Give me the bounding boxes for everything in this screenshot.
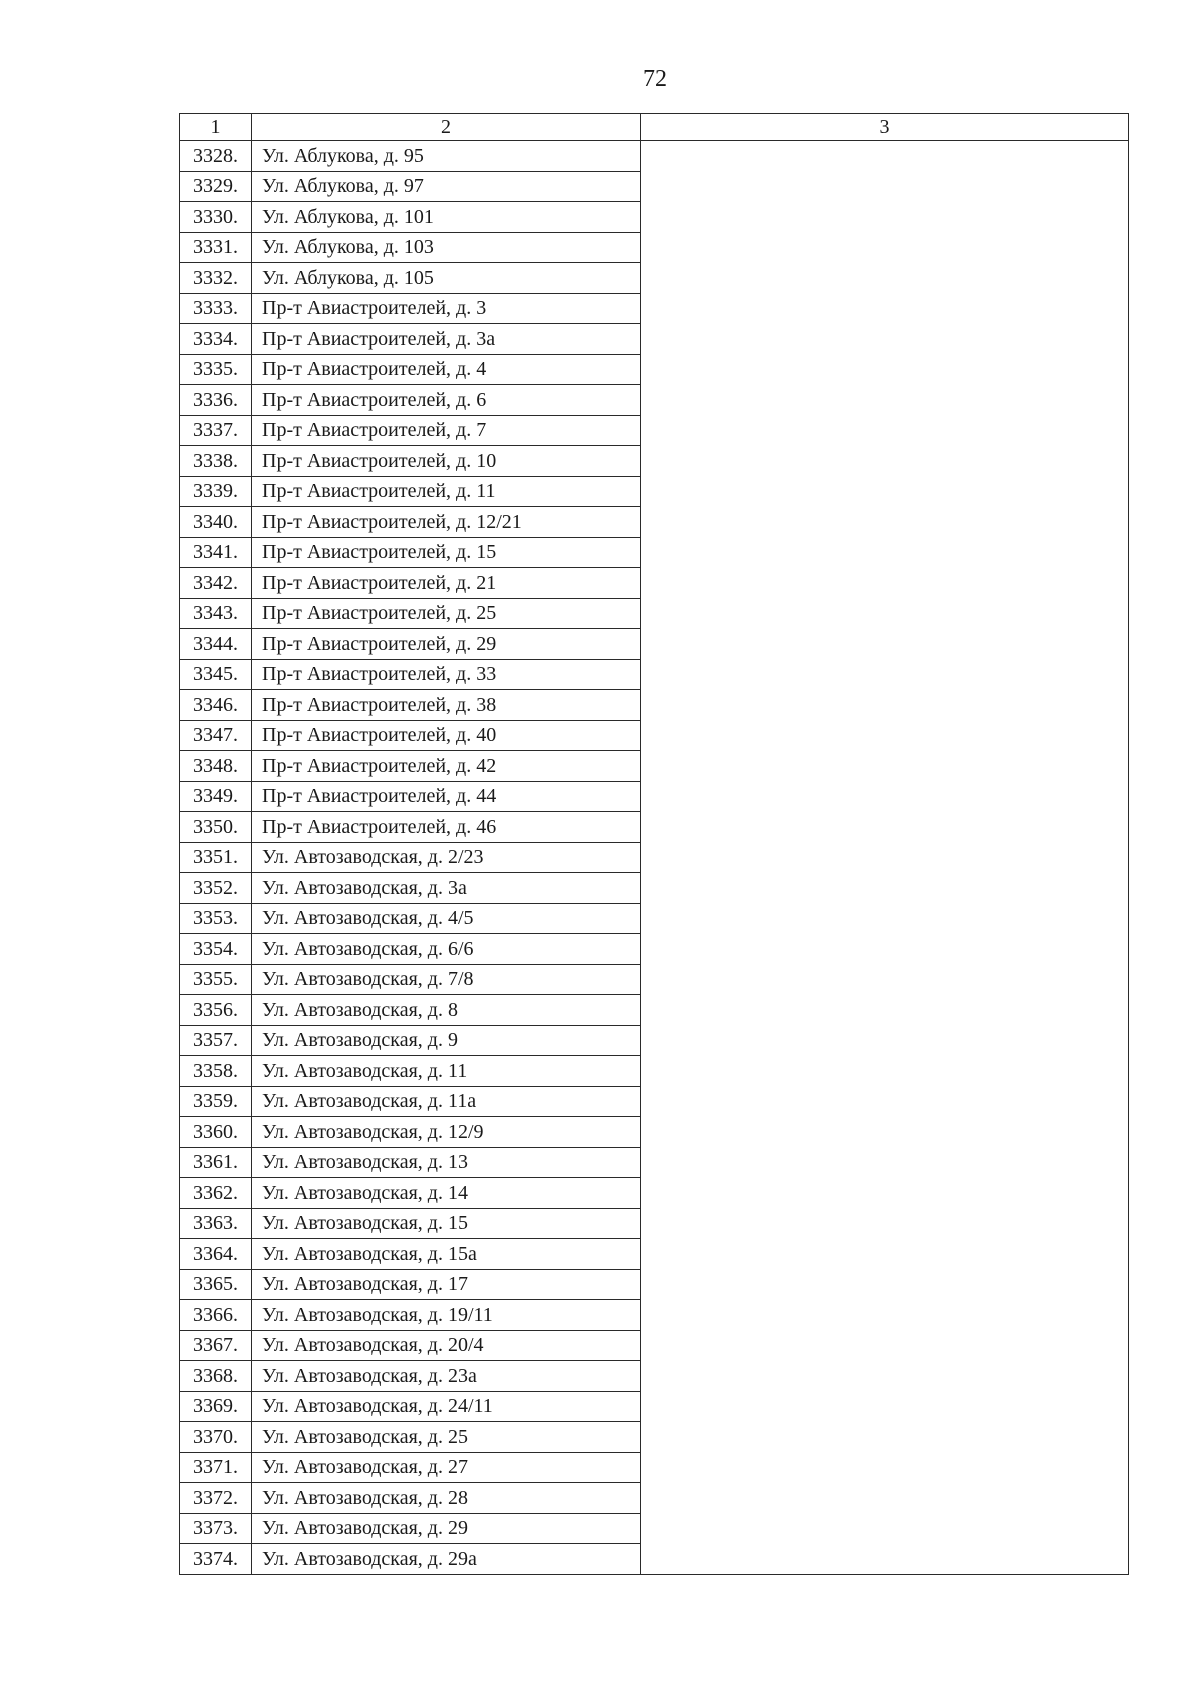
row-number: 3335. (180, 354, 252, 385)
row-address: Ул. Аблукова, д. 105 (252, 263, 641, 294)
row-number: 3336. (180, 385, 252, 416)
row-address: Пр-т Авиастроителей, д. 3а (252, 324, 641, 355)
row-number: 3362. (180, 1178, 252, 1209)
row-number: 3370. (180, 1422, 252, 1453)
row-address: Пр-т Авиастроителей, д. 38 (252, 690, 641, 721)
row-address: Ул. Автозаводская, д. 15а (252, 1239, 641, 1270)
row-number: 3353. (180, 903, 252, 934)
header-col-2: 2 (252, 114, 641, 141)
row-number: 3374. (180, 1544, 252, 1575)
row-number: 3368. (180, 1361, 252, 1392)
row-address: Ул. Автозаводская, д. 9 (252, 1025, 641, 1056)
row-number: 3349. (180, 781, 252, 812)
row-address: Пр-т Авиастроителей, д. 11 (252, 476, 641, 507)
row-address: Пр-т Авиастроителей, д. 4 (252, 354, 641, 385)
row-address: Пр-т Авиастроителей, д. 10 (252, 446, 641, 477)
row-number: 3350. (180, 812, 252, 843)
row-address: Ул. Автозаводская, д. 3а (252, 873, 641, 904)
row-address: Ул. Автозаводская, д. 2/23 (252, 842, 641, 873)
row-number: 3332. (180, 263, 252, 294)
row-number: 3358. (180, 1056, 252, 1087)
row-number: 3343. (180, 598, 252, 629)
row-number: 3341. (180, 537, 252, 568)
row-number: 3331. (180, 232, 252, 263)
row-address: Пр-т Авиастроителей, д. 7 (252, 415, 641, 446)
row-address: Пр-т Авиастроителей, д. 3 (252, 293, 641, 324)
row-number: 3339. (180, 476, 252, 507)
row-number: 3365. (180, 1269, 252, 1300)
row-address: Ул. Автозаводская, д. 7/8 (252, 964, 641, 995)
row-address: Пр-т Авиастроителей, д. 44 (252, 781, 641, 812)
row-number: 3344. (180, 629, 252, 660)
row-number: 3348. (180, 751, 252, 782)
row-number: 3373. (180, 1513, 252, 1544)
row-number: 3342. (180, 568, 252, 599)
row-number: 3363. (180, 1208, 252, 1239)
row-number: 3357. (180, 1025, 252, 1056)
page-number: 72 (643, 66, 667, 92)
row-address: Ул. Автозаводская, д. 14 (252, 1178, 641, 1209)
row-address: Ул. Автозаводская, д. 24/11 (252, 1391, 641, 1422)
row-address: Ул. Автозаводская, д. 15 (252, 1208, 641, 1239)
row-address: Пр-т Авиастроителей, д. 42 (252, 751, 641, 782)
row-address: Пр-т Авиастроителей, д. 25 (252, 598, 641, 629)
header-col-3: 3 (641, 114, 1129, 141)
row-address: Пр-т Авиастроителей, д. 33 (252, 659, 641, 690)
row-address: Ул. Автозаводская, д. 6/6 (252, 934, 641, 965)
row-address: Ул. Автозаводская, д. 25 (252, 1422, 641, 1453)
row-address: Пр-т Авиастроителей, д. 12/21 (252, 507, 641, 538)
row-address: Ул. Автозаводская, д. 4/5 (252, 903, 641, 934)
row-number: 3369. (180, 1391, 252, 1422)
row-address: Ул. Автозаводская, д. 12/9 (252, 1117, 641, 1148)
row-address: Пр-т Авиастроителей, д. 29 (252, 629, 641, 660)
row-address: Пр-т Авиастроителей, д. 15 (252, 537, 641, 568)
row-address: Ул. Автозаводская, д. 8 (252, 995, 641, 1026)
row-address: Ул. Автозаводская, д. 23а (252, 1361, 641, 1392)
row-address: Ул. Аблукова, д. 101 (252, 202, 641, 233)
row-number: 3371. (180, 1452, 252, 1483)
row-number: 3334. (180, 324, 252, 355)
row-address: Пр-т Авиастроителей, д. 21 (252, 568, 641, 599)
row-number: 3361. (180, 1147, 252, 1178)
row-number: 3354. (180, 934, 252, 965)
row-number: 3367. (180, 1330, 252, 1361)
row-address: Ул. Автозаводская, д. 13 (252, 1147, 641, 1178)
row-number: 3328. (180, 141, 252, 172)
row-address: Ул. Автозаводская, д. 29 (252, 1513, 641, 1544)
row-number: 3338. (180, 446, 252, 477)
row-address: Ул. Автозаводская, д. 20/4 (252, 1330, 641, 1361)
row-address: Пр-т Авиастроителей, д. 6 (252, 385, 641, 416)
row-number: 3345. (180, 659, 252, 690)
row-number: 3333. (180, 293, 252, 324)
table-row (180, 141, 1129, 172)
row-number: 3340. (180, 507, 252, 538)
row-address: Ул. Аблукова, д. 97 (252, 171, 641, 202)
row-number: 3356. (180, 995, 252, 1026)
row-number: 3372. (180, 1483, 252, 1514)
row-number: 3351. (180, 842, 252, 873)
row-address: Пр-т Авиастроителей, д. 40 (252, 720, 641, 751)
row-number: 3355. (180, 964, 252, 995)
row-address: Ул. Автозаводская, д. 29а (252, 1544, 641, 1575)
row-address: Ул. Автозаводская, д. 27 (252, 1452, 641, 1483)
table-body (180, 141, 1129, 1575)
row-number: 3337. (180, 415, 252, 446)
row-number: 3366. (180, 1300, 252, 1331)
header-col-1: 1 (180, 114, 252, 141)
row-number: 3329. (180, 171, 252, 202)
row-number: 3347. (180, 720, 252, 751)
row-address: Ул. Аблукова, д. 103 (252, 232, 641, 263)
address-table (179, 113, 1129, 1575)
row-address: Ул. Автозаводская, д. 11а (252, 1086, 641, 1117)
row-number: 3352. (180, 873, 252, 904)
row-address: Ул. Автозаводская, д. 11 (252, 1056, 641, 1087)
table-header-row (180, 114, 1129, 141)
row-number: 3359. (180, 1086, 252, 1117)
row-address: Ул. Аблукова, д. 95 (252, 141, 641, 172)
row-address: Ул. Автозаводская, д. 19/11 (252, 1300, 641, 1331)
row-address: Пр-т Авиастроителей, д. 46 (252, 812, 641, 843)
row-number: 3330. (180, 202, 252, 233)
row-number: 3346. (180, 690, 252, 721)
row-number: 3360. (180, 1117, 252, 1148)
row-address: Ул. Автозаводская, д. 17 (252, 1269, 641, 1300)
row-number: 3364. (180, 1239, 252, 1270)
row-address: Ул. Автозаводская, д. 28 (252, 1483, 641, 1514)
column-3-cell (641, 141, 1129, 1575)
